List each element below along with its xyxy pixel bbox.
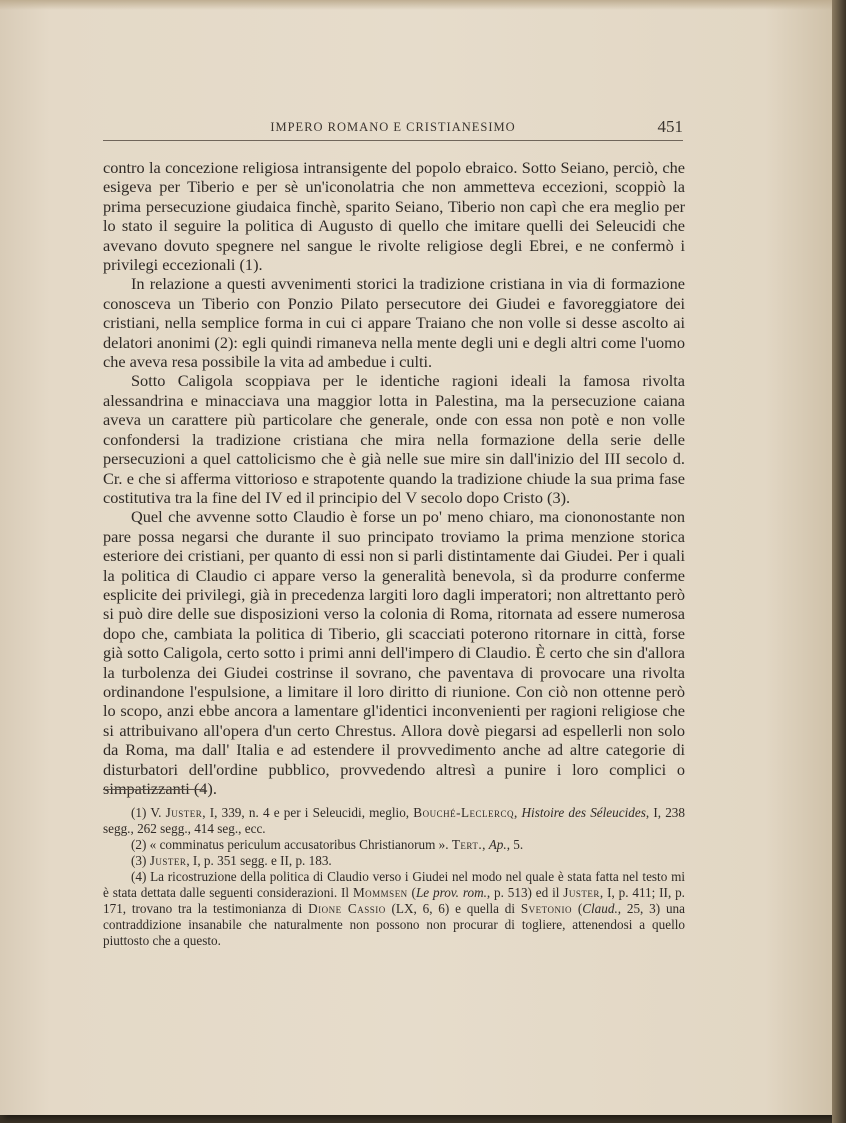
fn3-author: Juster [149, 853, 187, 868]
fn4-text: (4) La ricostruzione della politica di Claudio verso i Giudei nel modo nel quale è stata fatta nel testo mi è stata dettata dalle seguenti considerazioni. Il [103, 869, 685, 900]
paragraph-3: Sotto Caligola scoppiava per le identiche ragioni ideali la famosa rivolta alessandrina e minacciava una maggior lotta in Palestina, ma la persecuzione caiana aveva un carattere più particolare che generale, onde con essa non potè e non volle confondersi la tradizione cristiana che mira nella formazione della serie delle persecuzioni a quel cattolicismo che è già nelle sue mire sin dall'inizio del III secolo d. Cr. e che si afferma vittorioso e strapotente quando la tradizione chiude la sua prima fase costitutiva tra la fine del IV ed il principio del V secolo dopo Cristo (3). [103, 371, 685, 507]
fn1-author: Bouché-Leclercq [413, 805, 515, 820]
footnotes [103, 805, 685, 949]
fn2-text: , 5. [506, 837, 524, 852]
page-number: 451 [657, 117, 683, 136]
fn1-text: (1) V. [131, 805, 166, 820]
page-top-wear [0, 0, 832, 10]
footnote-2 [103, 837, 685, 853]
fn3-text: (3) [131, 853, 150, 868]
fn4-author: Dione Cassio [308, 901, 386, 916]
fn4-author: Svetonio [520, 901, 573, 916]
fn4-text: , I, p. 411; II, p. 171, trovano tra la testimonianza di [103, 885, 685, 916]
fn4-text: ( [407, 885, 416, 900]
fn2-text: , [482, 837, 489, 852]
fn4-text: , 25, 3) una contraddizione insanabile che naturalmente non possono non procurar di togliere, attenendosi a quello piuttosto che a questo. [103, 901, 685, 948]
fn4-work-title: Le prov. rom. [415, 885, 487, 900]
paragraph-1: contro la concezione religiosa intransigente del popolo ebraico. Sotto Seiano, perciò, che esigeva per Tiberio e per sè un'iconolatria che non ammetteva eccezioni, scoppiò la prima persecuzione giudaica finchè, sparito Seiano, Tiberio non capì che era meglio per lo stato il seguire la politica di Augusto di quello che imitare quelli dei Seleucidi che avevano dovuto spegnere nel sangue le rivolte religiose degli Ebrei, e ne confermò i privilegi eccezionali (1). [103, 158, 685, 275]
fn4-text: (LX, 6, 6) e quella di [385, 901, 521, 916]
paragraph-2: In relazione a questi avvenimenti storici la tradizione cristiana in via di formazione conosceva un Tiberio con Ponzio Pilato persecutore dei Giudei e favoreggiatore dei cristiani, nella semplice forma in cui ci appare Traiano che non volle si desse ascolto ai delatori anonimi (2): egli quindi rimaneva nella mente degli uni e degli altri come l'uomo che aveva resa possibile la vita ad ambedue i culti. [103, 274, 685, 372]
main-text [103, 158, 685, 798]
fn4-work-title: Claud. [582, 901, 618, 916]
fn2-author: Tert. [451, 837, 483, 852]
running-header [103, 118, 683, 141]
fn4-author: Juster [563, 885, 600, 900]
fn2-text: (2) « comminatus periculum accusatoribus Christianorum ». [131, 837, 452, 852]
fn2-work-title: Ap. [488, 837, 507, 852]
fn1-author: Juster [165, 805, 203, 820]
footnote-3 [103, 853, 685, 869]
fn1-text: , I, 339, n. 4 e per i Seleucidi, meglio, [202, 805, 414, 820]
fn1-text: , I, 238 segg., 262 segg., 414 seg., ecc. [103, 805, 685, 836]
fn1-text: , [514, 805, 522, 820]
running-title: IMPERO ROMANO E CRISTIANESIMO [270, 120, 516, 134]
paragraph-4: Quel che avvenne sotto Claudio è forse un po' meno chiaro, ma ciononostante non pare possa negarsi che durante il suo principato troviamo la prima menzione storica esteriore dei cristiani, per quanto di essi non si parli distintamente dai Giudei. Per i quali la politica di Claudio ci appare verso la generalità benevola, sì da produrre conferme esplicite dei privilegi, già in precedenza largiti loro dagli imperatori; non altrettanto però si può dire delle sue disposizioni verso la colonia di Roma, ritornata ad essere numerosa dopo che, cambiata la politica di Tiberio, gli scacciati poterono ritornare in città, forse già sotto Caligola, certo sotto i primi anni dell'impero di Claudio. È certo che sin d'allora la turbolenza dei Giudei costrinse il sovrano, che paventava di provocare una rivolta ordinandone l'espulsione, a limitare il loro diritto di riunione. Con ciò non ottenne però lo scopo, anzi ebbe ancora a lamentare gl'identici inconvenienti per ragioni religiose che si attribuivano all'opera d'un certo Chrestus. Allora dovè piegarsi ad espellerli non solo da Roma, ma dall' Italia e ad estendere il provvedimento anche ad altre categorie di disturbatori dell'ordine pubblico, provvedendo altresì a punire i loro complici o simpatizzanti (4). [103, 507, 685, 798]
fn4-author: Mommsen [352, 885, 408, 900]
fn1-work-title: Histoire des Séleucides [521, 805, 646, 820]
fn4-text: ( [572, 901, 583, 916]
page-edge [832, 0, 846, 1123]
footnote-4 [103, 869, 685, 949]
fn3-text: , I, p. 351 segg. e II, p. 183. [186, 853, 332, 868]
fn4-text: , p. 513) ed il [486, 885, 564, 900]
footnote-1 [103, 805, 685, 837]
footnote-separator [103, 789, 205, 790]
